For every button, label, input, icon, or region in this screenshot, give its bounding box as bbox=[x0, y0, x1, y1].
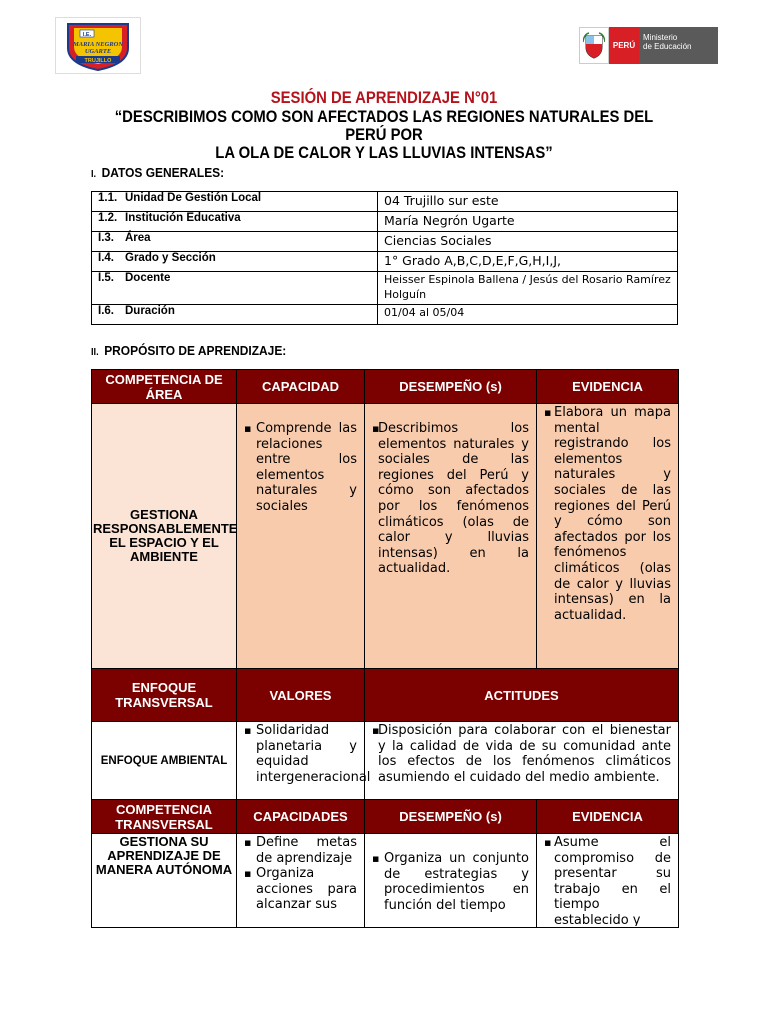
table-row bbox=[92, 834, 679, 928]
row-number: I.4. bbox=[98, 252, 114, 264]
table-row bbox=[92, 212, 678, 232]
school-logo bbox=[55, 17, 141, 74]
desempeno-t-cell bbox=[365, 834, 537, 928]
row-value: Ciencias Sociales bbox=[378, 232, 678, 252]
section-heading-datos bbox=[91, 165, 224, 180]
table-row bbox=[92, 192, 678, 212]
desempeno-cell bbox=[365, 404, 537, 669]
row-label-text: Duración bbox=[125, 305, 175, 317]
row-label bbox=[92, 212, 378, 232]
school-logo-city: TRUJILLO bbox=[84, 58, 112, 64]
header-competencia: COMPETENCIA DE ÁREA bbox=[92, 370, 237, 404]
capacidades-cell bbox=[237, 834, 365, 928]
evidencia-cell bbox=[537, 404, 679, 669]
row-label bbox=[92, 272, 378, 305]
table-header-row bbox=[92, 370, 679, 404]
header-evidencia-t: EVIDENCIA bbox=[537, 800, 679, 834]
school-shield-icon bbox=[56, 18, 140, 73]
row-number: I.6. bbox=[98, 305, 114, 317]
row-label-text: Institución Educativa bbox=[125, 212, 241, 224]
ministry-name bbox=[639, 27, 718, 64]
session-subtitle-line1: “DESCRIBIMOS COMO SON AFECTADOS LAS REGIONES NATURALES DEL PERÚ POR bbox=[114, 108, 654, 144]
row-label-text: Unidad De Gestión Local bbox=[125, 192, 262, 204]
school-logo-top: I.E. bbox=[82, 32, 92, 38]
row-label-text: Grado y Sección bbox=[125, 252, 216, 264]
school-logo-name2: UGARTE bbox=[84, 48, 112, 55]
table-row bbox=[92, 305, 678, 325]
row-number: I.3. bbox=[98, 232, 114, 244]
row-value: María Negrón Ugarte bbox=[378, 212, 678, 232]
row-label-text: Docente bbox=[125, 272, 171, 284]
section-number: II. bbox=[91, 347, 99, 358]
header-capacidades: CAPACIDADES bbox=[237, 800, 365, 834]
valores-text: ▪ Solidaridad planetaria y equidad intergeneracional bbox=[238, 723, 363, 785]
datos-generales-table bbox=[91, 191, 678, 325]
desempeno-t-text: ▪ Organiza un conjunto de estrategias y procedimientos en función del tiempo bbox=[366, 851, 535, 913]
section-number: I. bbox=[91, 169, 97, 180]
row-value: Heisser Espinola Ballena / Jesús del Rosario Ramírez Holguín bbox=[378, 272, 678, 305]
row-value: 04 Trujillo sur este bbox=[378, 192, 678, 212]
section-title: PROPÓSITO DE APRENDIZAJE: bbox=[104, 343, 287, 358]
ministry-country: PERÚ bbox=[609, 27, 639, 64]
ministry-line1: Ministerio bbox=[643, 33, 678, 42]
table-row bbox=[92, 722, 679, 800]
header-desempeno-t: DESEMPEÑO (s) bbox=[365, 800, 537, 834]
evidencia-text: ▪ Elabora un mapa mental registrando los elementos naturales y sociales de las regiones del Perú y cómo son afectados por los fenómenos climáticos (olas de calor y lluvias intensas) en la actualidad. bbox=[538, 405, 677, 623]
row-number: 1.1. bbox=[98, 192, 118, 204]
section-heading-proposito bbox=[91, 343, 286, 358]
capacidades-item: ▪ Define metas de aprendizaje bbox=[238, 835, 363, 866]
competencia-transversal-cell: GESTIONA SU APRENDIZAJE DE MANERA AUTÓNOMA bbox=[92, 834, 237, 928]
ministry-logo bbox=[579, 27, 718, 64]
row-number: I.5. bbox=[98, 272, 114, 284]
session-subtitle bbox=[96, 108, 672, 162]
enfoque-cell: ENFOQUE AMBIENTAL bbox=[92, 722, 237, 800]
ministry-line2: de Educación bbox=[643, 42, 692, 51]
evidencia-t-text: ▪ Asume el compromiso de presentar su trabajo en el tiempo establecido y bbox=[538, 835, 677, 926]
valores-cell bbox=[237, 722, 371, 800]
capacidad-cell bbox=[237, 404, 365, 669]
competencia-cell: GESTIONA RESPONSABLEMENTE EL ESPACIO Y EL AMBIENTE bbox=[92, 404, 237, 669]
header-actitudes: ACTITUDES bbox=[365, 669, 679, 722]
table-header-row bbox=[92, 800, 679, 834]
row-label bbox=[92, 232, 378, 252]
table-row bbox=[92, 252, 678, 272]
actitudes-text: ▪ Disposición para colaborar con el bienestar y la calidad de vida de su comunidad ante los efectos de los fenómenos climáticos asumiendo el cuidado del medio ambiente. bbox=[366, 723, 677, 785]
row-label bbox=[92, 305, 378, 325]
actitudes-cell bbox=[365, 722, 679, 800]
header-desempeno: DESEMPEÑO (s) bbox=[365, 370, 537, 404]
row-number: 1.2. bbox=[98, 212, 118, 224]
header-enfoque: ENFOQUE TRANSVERSAL bbox=[92, 669, 237, 722]
capacidades-item: ▪ Organiza acciones para alcanzar sus bbox=[238, 866, 363, 913]
peru-coat-of-arms-icon bbox=[579, 27, 609, 64]
session-subtitle-line2: LA OLA DE CALOR Y LAS LLUVIAS INTENSAS” bbox=[215, 144, 553, 162]
table-row bbox=[92, 272, 678, 305]
header-evidencia: EVIDENCIA bbox=[537, 370, 679, 404]
row-value: 1° Grado A,B,C,D,E,F,G,H,I,J, bbox=[378, 252, 678, 272]
proposito-table bbox=[91, 369, 679, 928]
header-valores: VALORES bbox=[237, 669, 365, 722]
desempeno-text: ▪ Describimos los elementos naturales y sociales de las regiones del Perú y cómo son afectados por los fenómenos climáticos (olas de calor y lluvias intensas) en la actualidad. bbox=[366, 421, 535, 577]
table-row bbox=[92, 232, 678, 252]
row-label bbox=[92, 252, 378, 272]
section-title: DATOS GENERALES: bbox=[101, 165, 225, 180]
header-capacidad: CAPACIDAD bbox=[237, 370, 365, 404]
table-header-row bbox=[92, 669, 679, 722]
table-row bbox=[92, 404, 679, 669]
row-label-text: Área bbox=[125, 232, 151, 244]
evidencia-t-cell bbox=[537, 834, 679, 928]
session-title: SESIÓN DE APRENDIZAJE N°01 bbox=[270, 89, 498, 107]
header-competencia-transversal: COMPETENCIA TRANSVERSAL bbox=[92, 800, 237, 834]
capacidad-text: ▪ Comprende las relaciones entre los elementos naturales y sociales bbox=[238, 421, 363, 515]
school-logo-name1: MARIA NEGRON bbox=[72, 41, 124, 48]
row-label bbox=[92, 192, 378, 212]
row-value: 01/04 al 05/04 bbox=[378, 305, 678, 325]
